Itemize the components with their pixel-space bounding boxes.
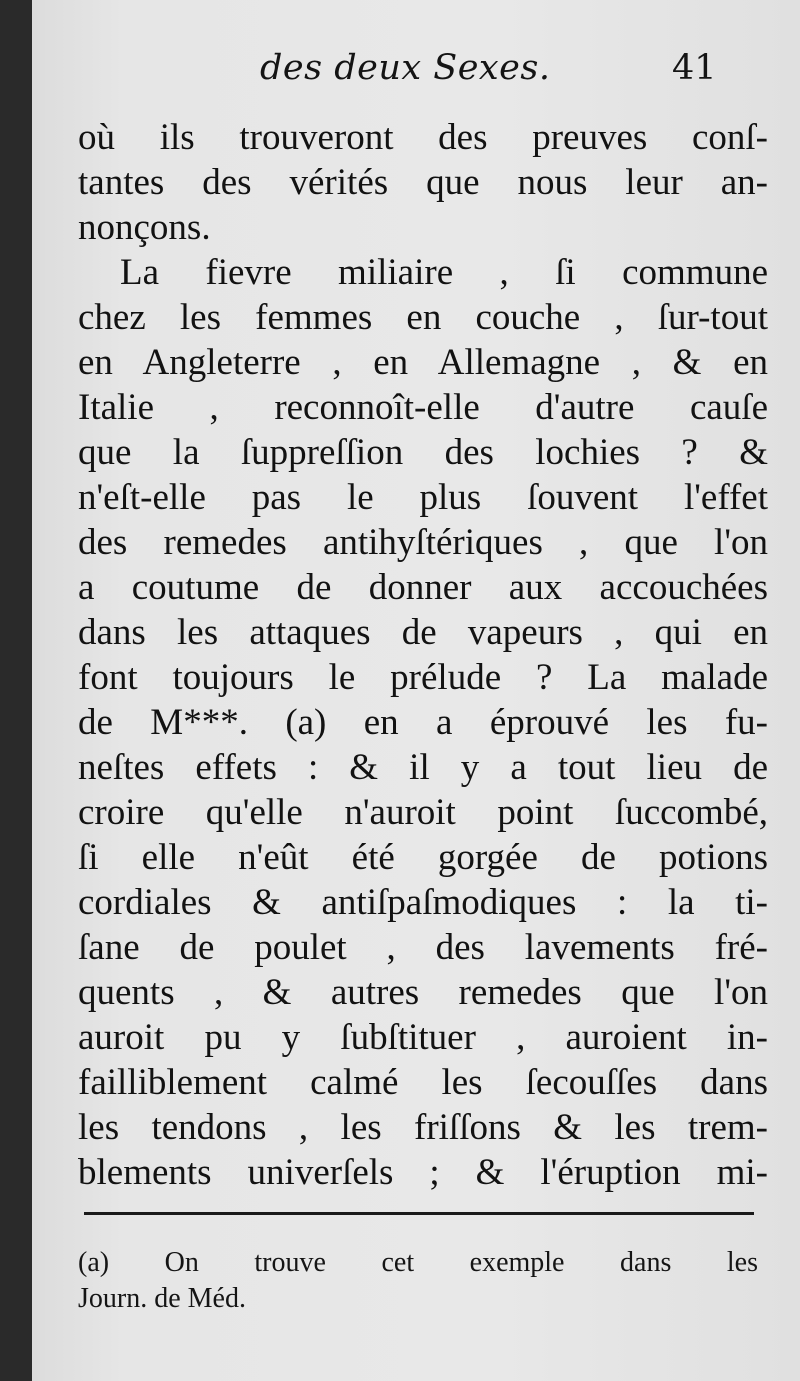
text-line: quents , & autres remedes que l'on (78, 972, 768, 1013)
page-header (32, 48, 800, 108)
text-line: ſi elle n'eût été gorgée de potions (78, 837, 768, 878)
text-line: de M***. (a) en a éprouvé les fu- (78, 702, 768, 743)
text-line: où ils trouveront des preuves conſ- (78, 117, 768, 158)
text-line: nonçons. (78, 207, 211, 248)
text-line: tantes des vérités que nous leur an- (78, 162, 768, 203)
text-line: neſtes effets : & il y a tout lieu de (78, 747, 768, 788)
text-line: La fievre miliaire , ſi commune (120, 252, 768, 293)
text-line: chez les femmes en couche , ſur-tout (78, 297, 768, 338)
text-line: que la ſuppreſſion des lochies ? & (78, 432, 768, 473)
text-line: les tendons , les friſſons & les trem- (78, 1107, 768, 1148)
text-line: ſane de poulet , des lavements fré- (78, 927, 768, 968)
text-line: font toujours le prélude ? La malade (78, 657, 768, 698)
text-line: croire qu'elle n'auroit point ſuccombé, (78, 792, 768, 833)
footnote-rule (84, 1212, 754, 1215)
main-text (78, 115, 768, 1195)
text-line: en Angleterre , en Allemagne , & en (78, 342, 768, 383)
page-number: 41 (672, 48, 717, 88)
text-line: dans les attaques de vapeurs , qui en (78, 612, 768, 653)
footnote-line: (a) On trouve cet exemple dans les (78, 1247, 758, 1278)
footnote (78, 1245, 758, 1317)
text-line: Italie , reconnoît-elle d'autre cauſe (78, 387, 768, 428)
text-line: n'eſt-elle pas le plus ſouvent l'effet (78, 477, 768, 518)
text-line: blements univerſels ; & l'éruption mi- (78, 1152, 768, 1193)
footnote-line: Journ. de Méd. (78, 1283, 246, 1314)
text-line: cordiales & antiſpaſmodiques : la ti- (78, 882, 768, 923)
text-line: auroit pu y ſubſtituer , auroient in- (78, 1017, 768, 1058)
text-line: a coutume de donner aux accouchées (78, 567, 768, 608)
book-page (32, 0, 800, 1381)
text-line: failliblement calmé les ſecouſſes dans (78, 1062, 768, 1103)
text-line: des remedes antihyſtériques , que l'on (78, 522, 768, 563)
running-title: des deux Sexes. (260, 48, 551, 88)
